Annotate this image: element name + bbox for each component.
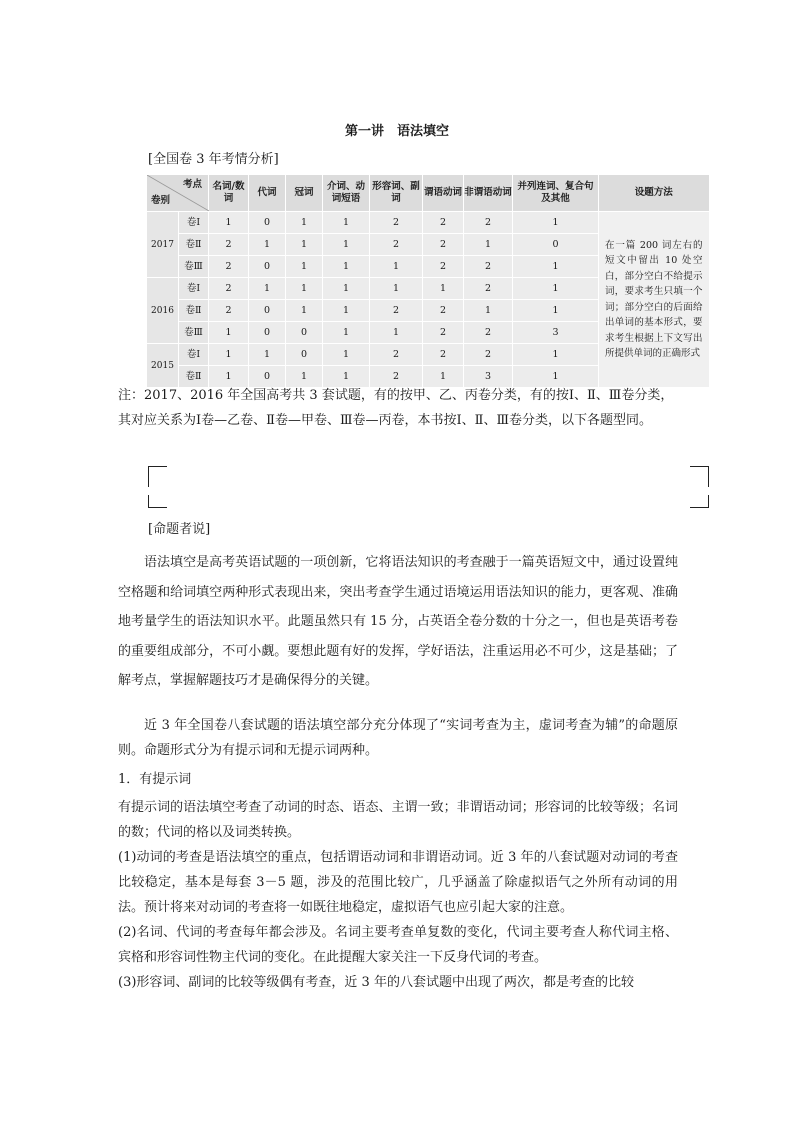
bracket-corner: [148, 495, 167, 508]
count-cell: 1: [286, 212, 323, 234]
count-cell: 1: [323, 256, 370, 278]
column-header: 谓语动词: [423, 175, 464, 212]
count-cell: 3: [464, 366, 513, 388]
count-cell: 1: [209, 366, 249, 388]
count-cell: 1: [370, 256, 423, 278]
count-cell: 1: [423, 278, 464, 300]
count-cell: 3: [513, 322, 599, 344]
count-cell: 1: [370, 322, 423, 344]
count-cell: 1: [286, 278, 323, 300]
count-cell: 1: [323, 278, 370, 300]
column-header: 代词: [249, 175, 286, 212]
count-cell: 1: [286, 234, 323, 256]
count-cell: 0: [249, 322, 286, 344]
volume-cell: 卷Ⅰ: [179, 344, 209, 366]
count-cell: 1: [323, 212, 370, 234]
count-cell: 0: [249, 366, 286, 388]
count-cell: 2: [423, 344, 464, 366]
count-cell: 1: [513, 300, 599, 322]
column-header: 介词、动词短语: [323, 175, 370, 212]
count-cell: 0: [286, 322, 323, 344]
paragraph-group: [118, 795, 678, 995]
paragraph: (3)形容词、副词的比较等级偶有考查，近 3 年的八套试题中出现了两次，都是考查的比较: [118, 975, 634, 990]
count-cell: 1: [249, 344, 286, 366]
volume-cell: 卷Ⅱ: [179, 366, 209, 388]
volume-cell: 卷Ⅲ: [179, 322, 209, 344]
count-cell: 1: [423, 366, 464, 388]
count-cell: 2: [464, 256, 513, 278]
paragraph: 语法填空是高考英语试题的一项创新，它将语法知识的考查融于一篇英语短文中，通过设置纯空格题和给词填空两种形式表现出来，突出考查学生通过语境运用语法知识的能力，更客观、准确地考量学生的语法知识水平。此题虽然只有 15 分，占英语全卷分数的十分之一，但也是英语考卷的重要组成部分，不可小觑。要想此题有好的发挥，学好语法，注重运用必不可少，这是基础；了解考点，掌握解题技巧才是确保得分的关键。: [118, 555, 678, 688]
count-cell: 2: [464, 322, 513, 344]
count-cell: 2: [209, 256, 249, 278]
count-cell: 2: [423, 256, 464, 278]
count-cell: 1: [513, 344, 599, 366]
count-cell: 2: [370, 344, 423, 366]
count-cell: 2: [464, 212, 513, 234]
paragraph: (1)动词的考查是语法填空的重点，包括谓语动词和非谓语动词。近 3 年的八套试题对动词的考查比较稳定，基本是每套 3－5 题，涉及的范围比较广，几乎涵盖了除虚拟语气之外所有动词的用法。预计将来对动词的考查将一如既往地稳定，虚拟语气也应引起大家的注意。: [118, 850, 678, 915]
column-header: 非谓语动词: [464, 175, 513, 212]
corner-label-topic: 考点: [182, 179, 202, 190]
count-cell: 1: [323, 234, 370, 256]
count-cell: 1: [323, 366, 370, 388]
count-cell: 0: [249, 212, 286, 234]
volume-cell: 卷Ⅰ: [179, 212, 209, 234]
count-cell: 1: [286, 300, 323, 322]
count-cell: 1: [323, 300, 370, 322]
count-cell: 1: [249, 234, 286, 256]
column-header: 设题方法: [599, 175, 709, 212]
bracket-corner: [690, 495, 709, 508]
count-cell: 2: [370, 366, 423, 388]
count-cell: 1: [370, 278, 423, 300]
count-cell: 1: [513, 212, 599, 234]
volume-cell: 卷Ⅲ: [179, 256, 209, 278]
count-cell: 2: [423, 322, 464, 344]
section-heading: 1．有提示词: [118, 772, 192, 787]
method-cell: 在一篇 200 词左右的短文中留出 10 处空白，部分空白不给提示词，要求考生只填一个词；部分空白的后面给出单词的基本形式，要求考生根据上下文写出所提供单词的正确形式: [599, 212, 709, 388]
table-note: 注：2017、2016 年全国高考共 3 套试题，有的按甲、乙、丙卷分类，有的按Ⅰ、Ⅱ、Ⅲ卷分类，其对应关系为Ⅰ卷—乙卷、Ⅱ卷—甲卷、Ⅲ卷—丙卷，本书按Ⅰ、Ⅱ、Ⅲ卷分类，以下各题型同。: [118, 388, 674, 428]
page-title: 第一讲 语法填空: [344, 124, 449, 139]
count-cell: 0: [513, 234, 599, 256]
count-cell: 2: [209, 300, 249, 322]
diagonal-header-cell: [147, 175, 209, 212]
count-cell: 1: [323, 344, 370, 366]
count-cell: 1: [513, 278, 599, 300]
paragraph: (2)名词、代词的考查每年都会涉及。名词主要考查单复数的变化，代词主要考查人称代词主格、宾格和形容词性物主代词的变化。在此提醒大家关注一下反身代词的考查。: [118, 925, 678, 965]
paragraph: 有提示词的语法填空考查了动词的时态、语态、主谓一致；非谓语动词；形容词的比较等级；名词的数；代词的格以及词类转换。: [118, 800, 678, 840]
count-cell: 2: [464, 344, 513, 366]
count-cell: 0: [249, 256, 286, 278]
count-cell: 1: [464, 300, 513, 322]
count-cell: 1: [209, 322, 249, 344]
count-cell: 2: [423, 212, 464, 234]
table-row: [147, 212, 709, 234]
volume-cell: 卷Ⅱ: [179, 300, 209, 322]
year-cell: 2015: [147, 344, 179, 388]
count-cell: 2: [423, 234, 464, 256]
count-cell: 2: [464, 278, 513, 300]
count-cell: 2: [370, 234, 423, 256]
count-cell: 2: [209, 234, 249, 256]
count-cell: 2: [423, 300, 464, 322]
count-cell: 0: [249, 300, 286, 322]
corner-label-volume: 卷别: [151, 195, 171, 206]
count-cell: 1: [209, 344, 249, 366]
paragraph: 近 3 年全国卷八套试题的语法填空部分充分体现了“实词考查为主，虚词考查为辅”的命题原则。命题形式分为有提示词和无提示词两种。: [118, 718, 678, 758]
count-cell: 2: [370, 300, 423, 322]
count-cell: 2: [370, 212, 423, 234]
year-cell: 2016: [147, 278, 179, 344]
count-cell: 1: [513, 366, 599, 388]
count-cell: 1: [464, 234, 513, 256]
column-header: 形容词、副词: [370, 175, 423, 212]
table-caption: [全国卷 3 年考情分析]: [148, 152, 279, 167]
volume-cell: 卷Ⅰ: [179, 278, 209, 300]
exam-analysis-table: [146, 175, 709, 387]
count-cell: 1: [286, 366, 323, 388]
count-cell: 1: [513, 256, 599, 278]
year-cell: 2017: [147, 212, 179, 278]
section-label: [命题者说]: [148, 522, 211, 537]
column-header: 冠词: [286, 175, 323, 212]
count-cell: 1: [249, 278, 286, 300]
count-cell: 1: [323, 322, 370, 344]
bracket-corner: [148, 466, 167, 487]
count-cell: 2: [209, 278, 249, 300]
count-cell: 0: [286, 344, 323, 366]
column-header: 并列连词、复合句及其他: [513, 175, 599, 212]
volume-cell: 卷Ⅱ: [179, 234, 209, 256]
count-cell: 1: [286, 256, 323, 278]
column-header: 名词/数词: [209, 175, 249, 212]
count-cell: 1: [209, 212, 249, 234]
bracket-corner: [690, 466, 709, 487]
